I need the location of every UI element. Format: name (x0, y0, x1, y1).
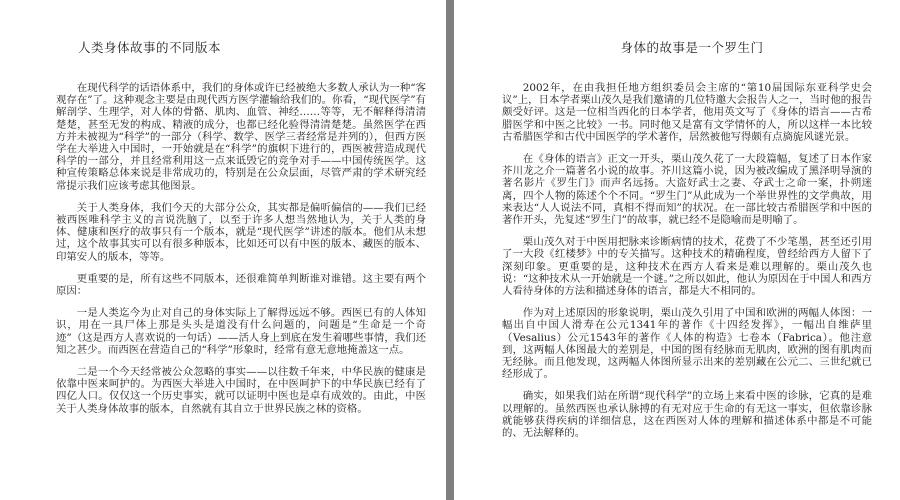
left-page (0, 0, 446, 500)
left-paragraph: 一是人类迄今为止对自己的身体实际上了解得远远不够。西医已有的人体知识，用在一具尸体上那是头头是道没有什么问题的，问题是“生命是一个奇迹”（这是西方人喜欢说的一句话）——活人身上到底在发生着哪些事情，我们还知之甚少。而西医在营造自己的“科学”形象时，经常有意无意地掩盖这一点。 (56, 307, 426, 356)
right-paragraph: 在《身体的语言》正文一开头，栗山茂久花了一大段篇幅，复述了日本作家芥川龙之介一篇著名小说的故事。芥川这篇小说，因为被改编成了黑泽明导演的著名影片《罗生门》而声名远扬。大盗好武士之妻、夺武士之命一案，扑朔迷离，四个人物的陈述个个不同。“罗生门”从此成为一个举世界性的文学典故，用来表达“人人说法不同，真相不得而知”的状况。在一部比较古希腊医学和中医的著作开头，先复述“罗生门”的故事，就已经不是隐喻而是明喻了。 (502, 153, 872, 227)
right-paragraph: 2002年，在由我担任地方组织委员会主席的“第10届国际东亚科学史会议”上，日本学者栗山茂久是我们邀请的几位特邀大会报告人之一，当时他的报告颇受好评。这是一位相当西化的日本学者，他用英文写了《身体的语言——古希腊医学和中医之比较》一书。同时他又是富有文学情怀的人，所以这样一本比较古希腊医学和古代中国医学的学术著作，居然被他写得颇有点旖旎风谜光景。 (502, 82, 872, 143)
right-paragraph: 确实，如果我们站在所谓“现代科学”的立场上来看中医的诊脉，它真的是难以理解的。虽然西医也承认脉搏的有无对应于生命的有无这一事实，但依靠诊脉就能够获得疾病的详细信息，这在西医对人体的理解和描述体系中都是不可能的、无法解释的。 (502, 390, 872, 440)
left-page-title: 人类身体故事的不同版本 (78, 40, 222, 55)
right-page-title: 身体的故事是一个罗生门 (620, 40, 764, 55)
left-paragraph: 关于人类身体，我们今天的大部分公众，其实都是偏听偏信的——我们已经被西医唯科学主义的言说洗脑了，以至于许多人想当然地认为，关于人类的身体、健康和医疗的故事只有一个版本，就是“现代医学”讲述的版本。他们从未想过，这个故事其实可以有很多种版本，比如还可以有中医的版本、藏医的版本、印第安人的版本，等等。 (56, 201, 426, 263)
page-gutter-divider (446, 0, 454, 500)
left-paragraph: 在现代科学的话语体系中，我们的身体或许已经被绝大多数人承认为一种“客观存在”了。这种观念主要是由现代西方医学灌输给我们的。你看，“现代医学”有解剖学、生理学，对人体的骨骼、肌肉、血管、神经……等等，无不解释得清清楚楚，甚至无发的构成、精液的成分，也都已经化验得清清楚楚。虽然医学在西方并未被视为“科学”的一部分（科学、数学、医学三者经常是并列的），但西方医学在大举进入中国时，一开始就是在“科学”的旗帜下进行的，西医被营造成现代科学的一部分，并且经常利用这一点来诋毁它的竞争对手——中国传统医学。这种宣传策略总体来说是非常成功的，特别是在公众层面，尽管严肃的学术研究经常提示我们应该考虑其他图景。 (56, 82, 426, 192)
right-page (454, 0, 900, 500)
right-paragraph: 作为对上述原因的形象说明，栗山茂久引用了中国和欧洲的两幅人体图：一幅出自中国人滑寿在公元1341年的著作《十四经发挥》，一幅出自维萨里（Vesalius）公元1543年的著作《人体的构造》七卷本（Fabrica）。他注意到，这两幅人体图最大的差别是，中国的图有经脉而无肌肉，欧洲的图有肌肉而无经脉。而且他发现，这两幅人体图所显示出来的差别藏在公元二、三世纪就已经形成了。 (502, 307, 872, 381)
left-paragraph: 更重要的是，所有这些不同版本，还很难简单判断谁对谁错。这主要有两个原因： (56, 272, 426, 298)
right-paragraph: 栗山茂久对于中医用把脉来诊断病情的技术，花费了不少笔墨，甚至还引用了一大段《红楼梦》中的专关描写。这种技术的精确程度，曾经给西方人留下了深刻印象。更重要的是，这种技术在西方人看来是难以理解的。栗山茂久也说：“这种技术从一开始就是一个谜。”之所以如此，他认为原因在于中国人和西方人看待身体的方法和描述身体的语言，都是大不相同的。 (502, 236, 872, 298)
left-paragraph: 二是一个今天经常被公众忽略的事实——以往数千年来，中华民族的健康是依靠中医来呵护的。为西医大举进入中国时，在中医呵护下的中华民族已经有了四亿人口。仅仅这一个历史事实，就可以证明中医也是卓有成效的。由此，中医关于人类身体故事的版本，自然就有其自立于世界民族之林的资格。 (56, 366, 426, 415)
